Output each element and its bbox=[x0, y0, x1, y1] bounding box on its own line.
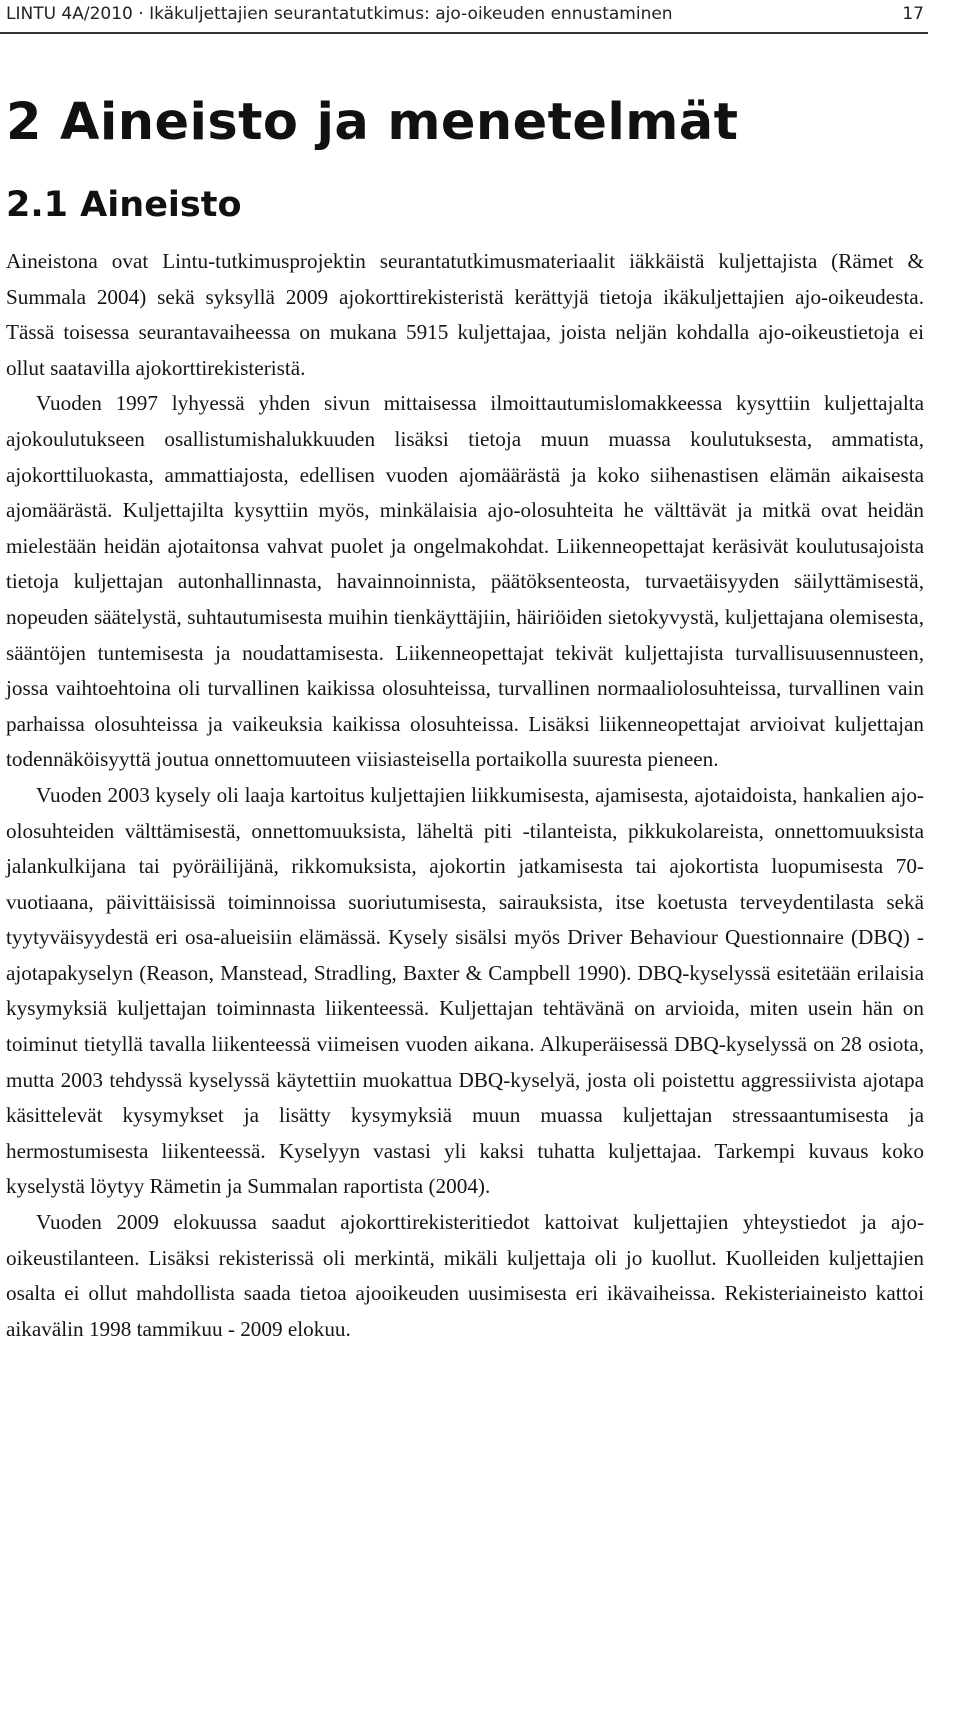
section-title: 2.1 Aineisto bbox=[6, 185, 242, 225]
paragraph-3: Vuoden 2003 kysely oli laaja kartoitus kuljettajien liikkumisesta, ajamisesta, ajotaidoista, hankalien ajo-olosuhteiden välttämisestä, onnettomuuksista, läheltä piti -tilanteista, pikkukolareista, onnettomuuksista jalankulkijana tai pyöräilijänä, rikkomuksista, ajokortin jatkamisesta tai ajokortista luopumisesta 70-vuotiaana, päivittäisissä toiminnoissa suoriutumisesta, sairauksista, itse koetusta terveydentilasta sekä tyytyväisyydestä eri osa-alueisiin elämässä. Kysely sisälsi myös Driver Behaviour Questionnaire (DBQ) - ajotapakyselyn (Reason, Manstead, Stradling, Baxter & Campbell 1990). DBQ-kyselyssä esitetään erilaisia kysymyksiä kuljettajan toiminnasta liikenteessä. Kuljettajan tehtävänä on arvioida, miten usein hän on toiminut tietyllä tavalla liikenteessä viimeisen vuoden aikana. Alkuperäisessä DBQ-kyselyssä on 28 osiota, mutta 2003 tehdyssä kyselyssä käytettiin muokattua DBQ-kyselyä, josta oli poistettu aggressiivista ajotapa käsittelevät kysymykset ja lisätty kysymyksiä muun muassa kuljettajan stressaantumisesta ja hermostumisesta liikenteessä. Kyselyyn vastasi yli kaksi tuhatta kuljettajaa. Tarkempi kuvaus koko kyselystä löytyy Rämetin ja Summalan raportista (2004). bbox=[6, 782, 924, 1199]
chapter-title: 2 Aineisto ja menetelmät bbox=[6, 93, 739, 152]
paragraph-1: Aineistona ovat Lintu-tutkimusprojektin seurantatutkimusmateriaalit iäkkäistä kuljettajista (Rämet & Summala 2004) sekä syksyllä 2009 ajokorttirekisteristä kerättyjä tietoja ikäkuljettajien ajo-oikeudesta. Tässä toisessa seurantavaiheessa on mukana 5915 kuljettajaa, joista neljän kohdalla ajo-oikeustietoja ei ollut saatavilla ajokorttirekisteristä. bbox=[6, 249, 924, 380]
paragraph-2: Vuoden 1997 lyhyessä yhden sivun mittaisessa ilmoittautumislomakkeessa kysyttiin kuljettajalta ajokoulutukseen osallistumishalukkuuden lisäksi tietoja muun muassa koulutuksesta, ammatista, ajokorttiluokasta, ammattiajosta, edellisen vuoden ajomäärästä ja koko siihenastisen elämän aikaisesta ajomäärästä. Kuljettajilta kysyttiin myös, minkälaisia ajo-olosuhteita he välttävät ja mitkä ovat heidän mielestään heidän ajotaitonsa vahvat puolet ja ongelmakohdat. Liikenneopettajat keräsivät koulutusajoista tietoja kuljettajan autonhallinnasta, havainnoinnista, päätöksenteosta, turvaetäisyyden säilyttämisestä, nopeuden säätelystä, suhtautumisesta muihin tienkäyttäjiin, häiriöiden sietokyvystä, kuljettajana olemisesta, sääntöjen tuntemisesta ja noudattamisesta. Liikenneopettajat tekivät kuljettajista turvallisuusennusteen, jossa vaihtoehtoina oli turvallinen kaikissa olosuhteissa, turvallinen normaaliolosuhteissa, turvallinen vain parhaissa olosuhteissa ja vaikeuksia kaikissa olosuhteissa. Lisäksi liikenneopettajat arvioivat kuljettajan todennäköisyyttä joutua onnettomuuteen viisiasteisella portaikolla suuresta pieneen. bbox=[6, 391, 924, 772]
body-text bbox=[6, 244, 924, 1347]
running-header bbox=[6, 2, 924, 28]
running-title: LINTU 4A/2010 · Ikäkuljettajien seurantatutkimus: ajo-oikeuden ennustaminen bbox=[6, 4, 673, 24]
page-number: 17 bbox=[902, 4, 924, 24]
paragraph-4: Vuoden 2009 elokuussa saadut ajokorttirekisteritiedot kattoivat kuljettajien yhteystiedot ja ajo-oikeustilanteen. Lisäksi rekisterissä oli merkintä, mikäli kuljettaja oli jo kuollut. Kuolleiden kuljettajien osalta ei ollut mahdollista saada tietoa ajooikeuden uusimisesta eri ikävaiheissa. Rekisteriaineisto kattoi aikavälin 1998 tammikuu - 2009 elokuu. bbox=[6, 1210, 924, 1341]
header-rule bbox=[0, 32, 928, 34]
